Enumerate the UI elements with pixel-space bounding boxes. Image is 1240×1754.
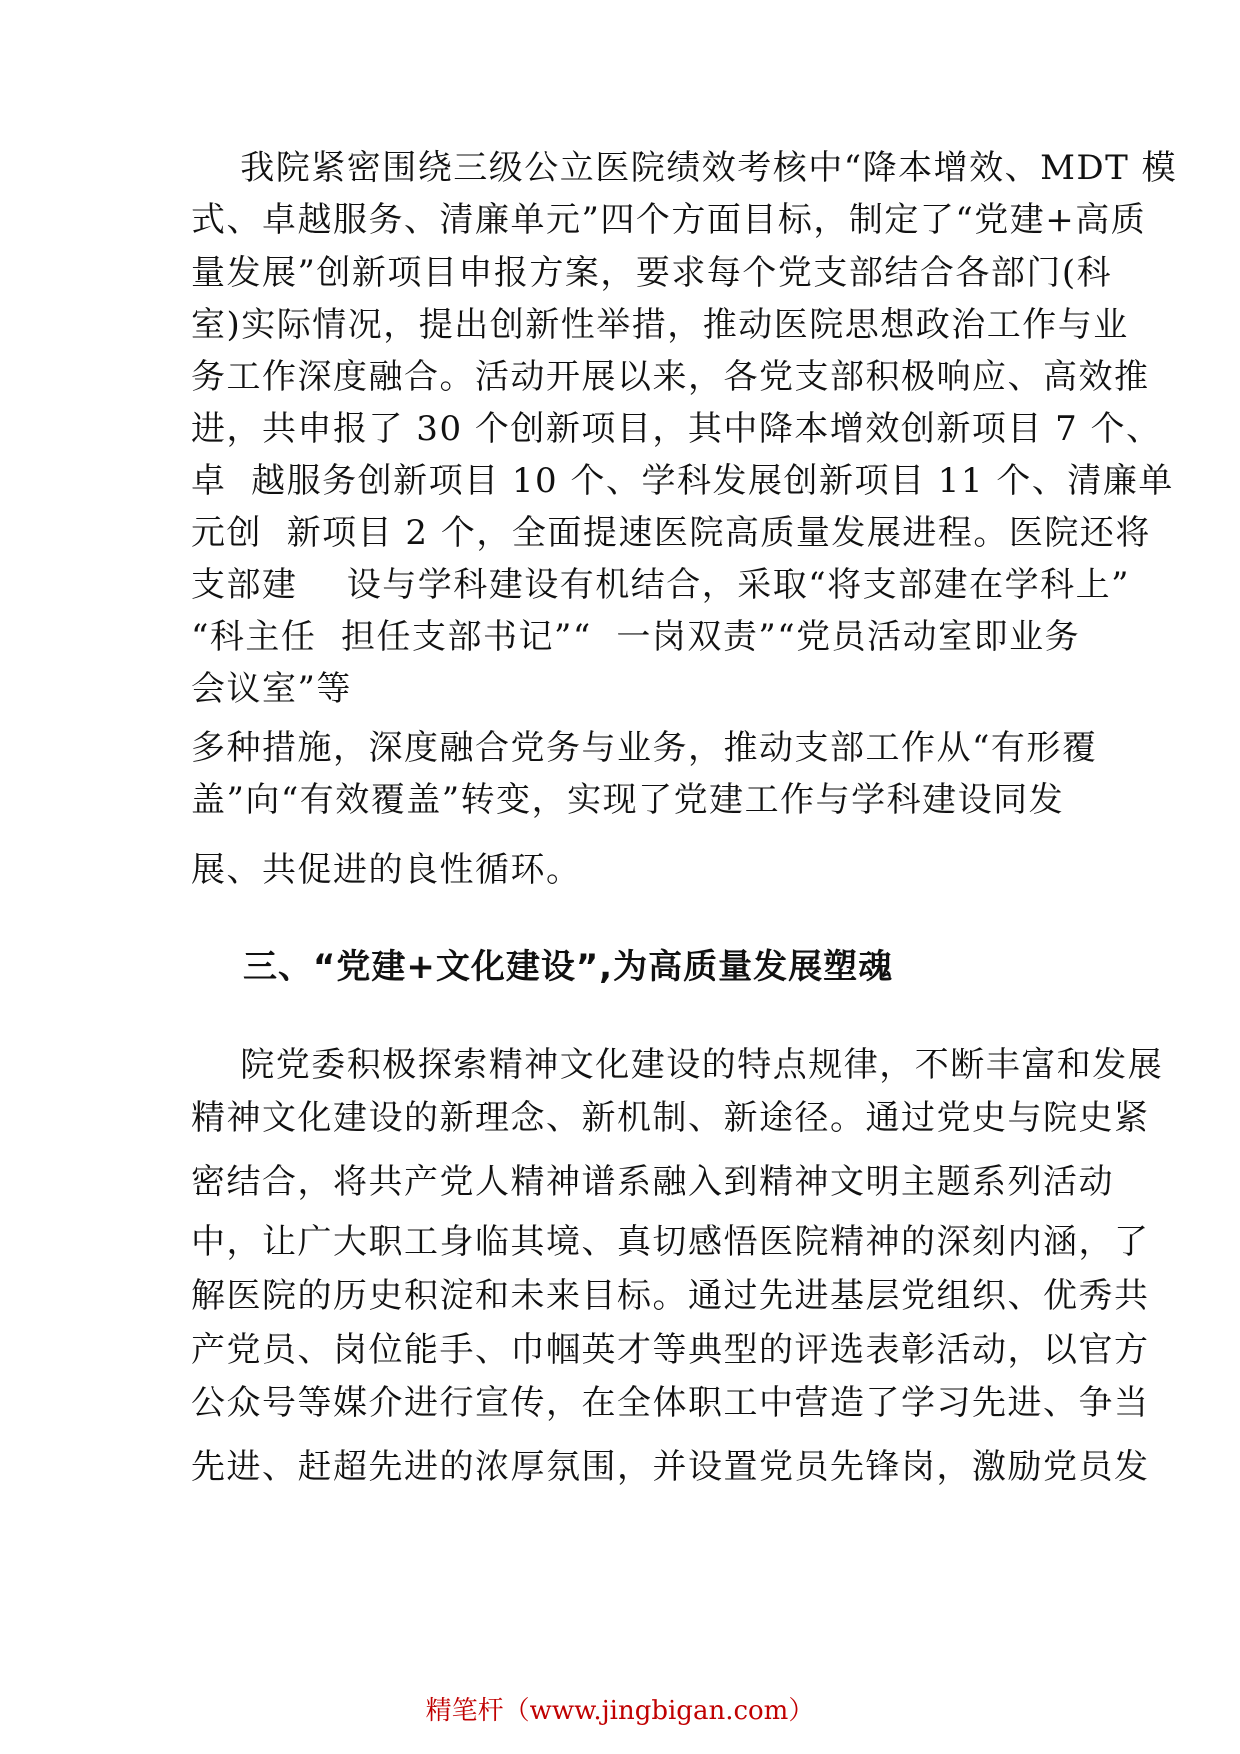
paragraph-1-line-5: 务工作深度融合。活动开展以来，各党支部积极响应、高效推 <box>191 357 1150 397</box>
paragraph-1-line-13: 盖”向“有效覆盖”转变，实现了党建工作与学科建设同发 <box>191 780 1065 820</box>
paragraph-1-line-8: 元创 新项目 2 个，全面提速医院高质量发展进程。医院还将 <box>191 513 1151 553</box>
paragraph-1-line-9: 支部建 设与学科建设有机结合，采取“将支部建在学科上” <box>191 565 1130 605</box>
paragraph-2-line-2: 精神文化建设的新理念、新机制、新途径。通过党史与院史紧 <box>191 1098 1150 1138</box>
paragraph-2-line-6: 产党员、岗位能手、巾帼英才等典型的评选表彰活动，以官方 <box>191 1330 1150 1370</box>
paragraph-1-line-11: 会议室”等 <box>191 669 352 709</box>
paragraph-2-line-3: 密结合，将共产党人精神谱系融入到精神文明主题系列活动 <box>191 1162 1114 1202</box>
paragraph-1-line-1: 我院紧密围绕三级公立医院绩效考核中“降本增效、MDT 模 <box>191 148 1178 188</box>
paragraph-1-line-10: “科主任 担任支部书记”“ 一岗双责”“党员活动室即业务 <box>191 617 1081 657</box>
paragraph-1-line-3: 量发展”创新项目申报方案，要求每个党支部结合各部门(科 <box>191 253 1113 293</box>
paragraph-1-line-12: 多种措施，深度融合党务与业务，推动支部工作从“有形覆 <box>191 728 1098 768</box>
paragraph-2-line-8: 先进、赶超先进的浓厚氛围，并设置党员先锋岗，激励党员发 <box>191 1447 1150 1487</box>
paragraph-1-line-14: 展、共促进的良性循环。 <box>191 850 582 890</box>
paragraph-2-line-1: 院党委积极探索精神文化建设的特点规律，不断丰富和发展 <box>191 1045 1164 1085</box>
paragraph-1-line-2: 式、卓越服务、清廉单元”四个方面目标，制定了“党建+高质 <box>191 200 1147 240</box>
paragraph-2-line-5: 解医院的历史积淀和未来目标。通过先进基层党组织、优秀共 <box>191 1276 1150 1316</box>
paragraph-1-line-4: 室)实际情况，提出创新性举措，推动医院思想政治工作与业 <box>191 305 1129 345</box>
paragraph-1-line-6: 进，共申报了 30 个创新项目，其中降本增效创新项目 7 个、 <box>191 409 1162 449</box>
paragraph-2-line-4: 中，让广大职工身临其境、真切感悟医院精神的深刻内涵，了 <box>191 1222 1150 1262</box>
paragraph-2-line-7: 公众号等媒介进行宣传，在全体职工中营造了学习先进、争当 <box>191 1383 1150 1423</box>
section-heading: 三、“党建+文化建设”,为高质量发展塑魂 <box>243 947 894 987</box>
footer-site-credit: 精笔杆（www.jingbigan.com） <box>425 1696 815 1726</box>
paragraph-1-line-7: 卓 越服务创新项目 10 个、学科发展创新项目 11 个、清廉单 <box>191 461 1174 501</box>
